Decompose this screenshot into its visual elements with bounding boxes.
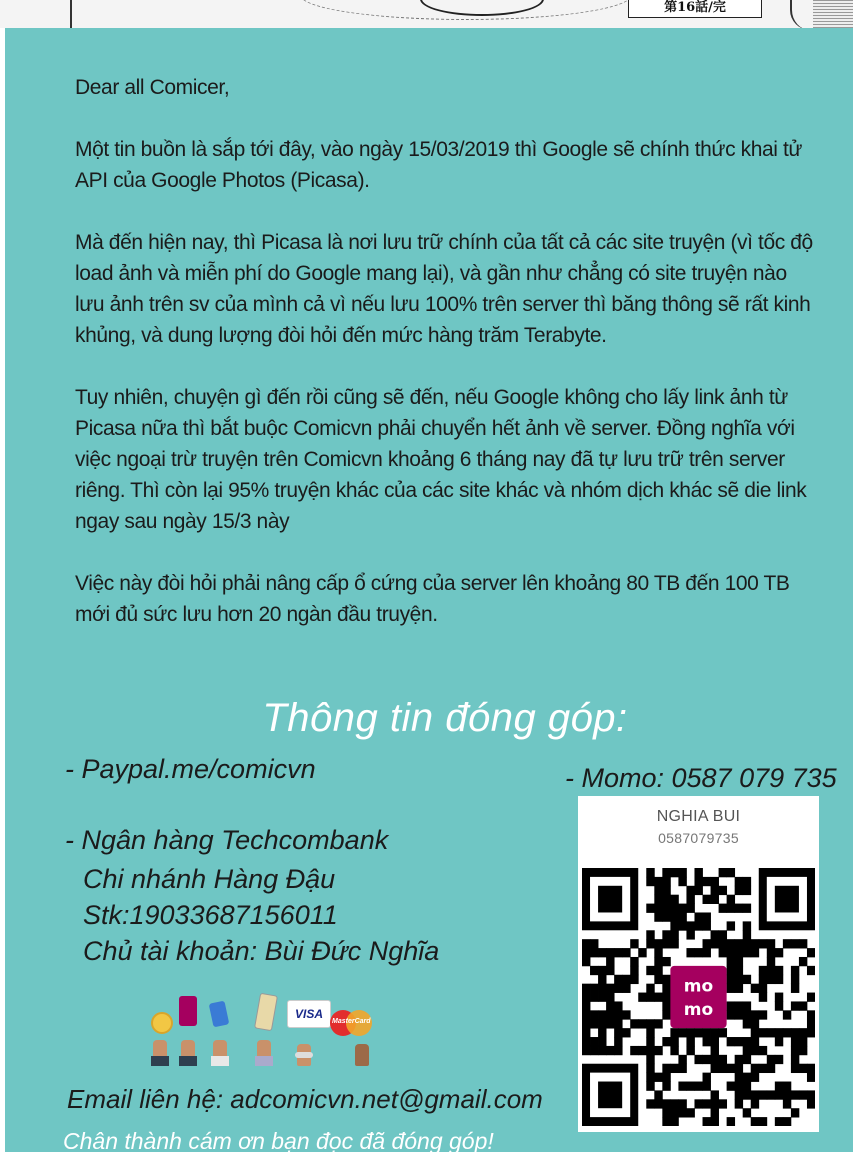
- momo-qr-card: [578, 796, 819, 1132]
- notice-letter: [75, 72, 815, 661]
- panel-border: [70, 0, 72, 28]
- payment-icons-row: [145, 994, 385, 1066]
- phone-hand-icon: [254, 993, 278, 1032]
- qr-account-name: NGHIA BUI: [656, 808, 741, 825]
- letter-paragraph-3: Tuy nhiên, chuyện gì đến rồi cũng sẽ đến, nếu Google không cho lấy link ảnh từ Picasa nữa thì bắt buộc Comicvn phải chuyển hết ảnh về server. Đồng nghĩa với việc ngoại trừ truyện trên Comicvn khoảng 6 tháng nay đã tự lưu trữ trên server riêng. Thì còn lại 95% truyện khác của các site khác và nhóm dịch khác sẽ die link ngay sau ngày 15/3 này: [75, 386, 807, 533]
- manga-page-strip: [0, 0, 853, 28]
- bank-branch: Chi nhánh Hàng Đậu: [83, 864, 336, 894]
- bank-name: - Ngân hàng Techcombank: [65, 825, 389, 855]
- qr-finder-top-left: [582, 868, 638, 930]
- qr-finder-top-right: [759, 868, 815, 930]
- donation-heading: Thông tin đóng góp:: [262, 696, 628, 740]
- greeting: Dear all Comicer,: [75, 76, 230, 99]
- chapter-tag: 第16話/完: [628, 0, 762, 18]
- mastercard-icon: MasterCard: [330, 1010, 374, 1038]
- paypal-link: - Paypal.me/comicvn: [65, 754, 316, 784]
- card-hand-icon: [209, 1001, 230, 1028]
- visa-card-icon: VISA: [287, 1000, 331, 1028]
- momo-number: - Momo: 0587 079 735: [565, 763, 837, 793]
- momo-badge-text: mo: [683, 976, 714, 997]
- qr-finder-bottom-left: [582, 1064, 638, 1126]
- momo-hand-icon: [179, 996, 197, 1026]
- account-holder: Chủ tài khoản: Bùi Đức Nghĩa: [83, 936, 440, 966]
- panel-border-right: [790, 0, 812, 28]
- letter-paragraph-2: Mà đến hiện nay, thì Picasa là nơi lưu trữ chính của tất cả các site truyện (vì tốc độ load ảnh và miễn phí do Google mang lại), và gần như chẳng có site truyện nào lưu ảnh trên sv của mình cả vì nếu lưu 100% trên server thì băng thông sẽ rất kinh khủng, và dung lượng đòi hỏi đến mức hàng trăm Terabyte.: [75, 231, 813, 347]
- letter-paragraph-1: Một tin buồn là sắp tới đây, vào ngày 15/03/2019 thì Google sẽ chính thức khai tử API của Google Photos (Picasa).: [75, 138, 803, 192]
- coin-hand-icon: [151, 1012, 173, 1034]
- qr-phone-number: 0587079735: [658, 830, 739, 846]
- qr-code: [582, 868, 815, 1126]
- contact-email: Email liên hệ: adcomicvn.net@gmail.com: [67, 1084, 543, 1114]
- thanks-message: Chân thành cám ơn bạn đọc đã đóng góp!: [63, 1128, 494, 1154]
- hatching-pattern: [813, 0, 853, 28]
- momo-badge-text: mo: [683, 999, 714, 1020]
- bank-account-number: Stk:19033687156011: [83, 900, 338, 930]
- letter-paragraph-4: Việc này đòi hỏi phải nâng cấp ổ cứng của server lên khoảng 80 TB đến 100 TB mới đủ sức lưu hơn 20 ngàn đầu truyện.: [75, 572, 790, 626]
